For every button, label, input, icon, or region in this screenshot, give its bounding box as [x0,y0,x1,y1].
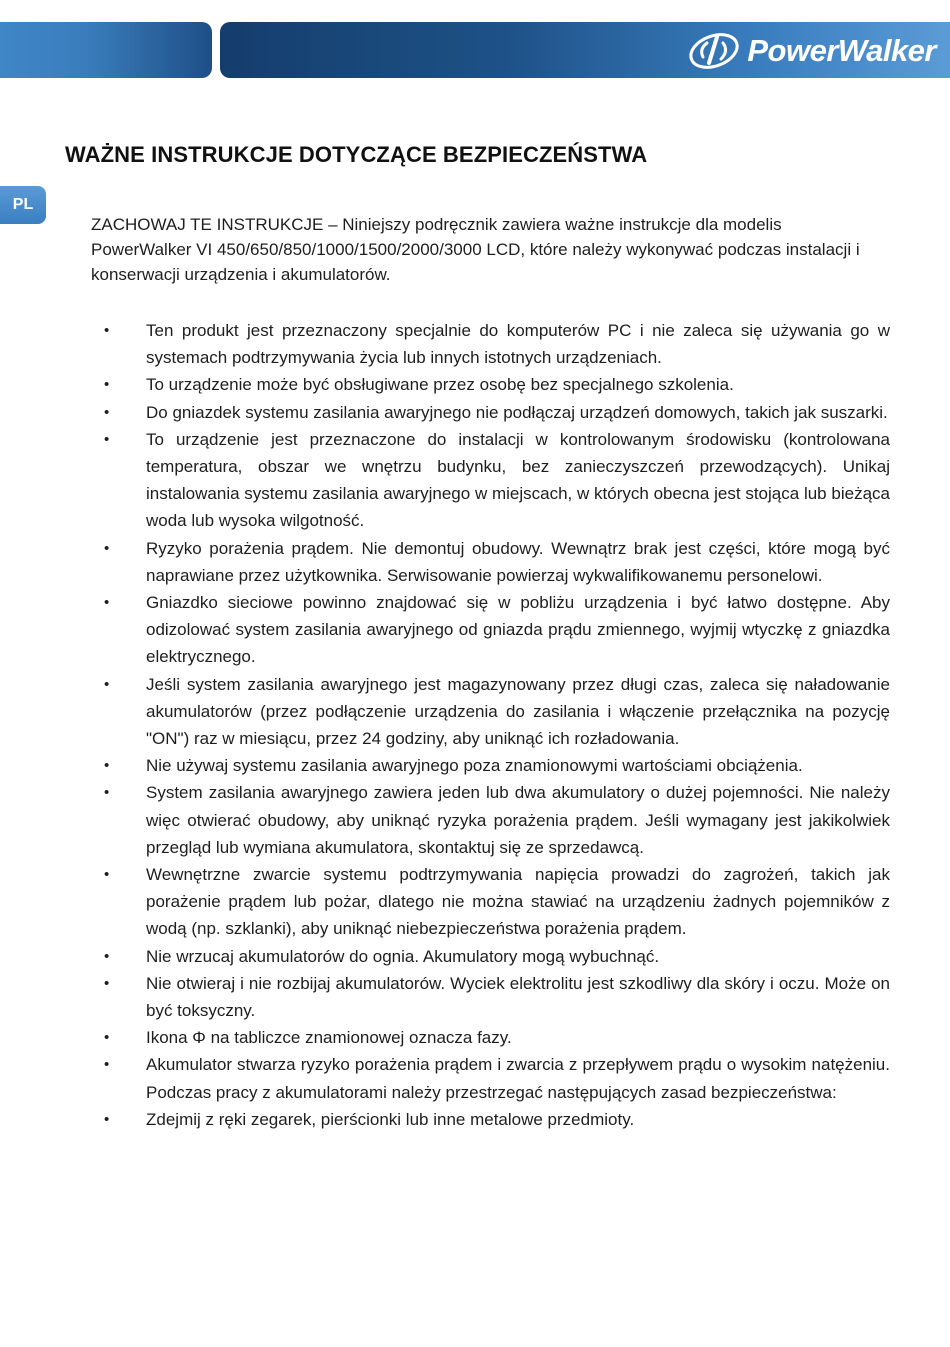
bullet-icon: • [104,403,110,421]
list-item [100,1106,890,1133]
list-item-text: Ryzyko porażenia prądem. Nie demontuj obudowy. Wewnątrz brak jest części, które mogą być naprawiane przez użytkownika. Serwisowanie powierzaj wykwalifikowanemu personelowi. [146,538,890,585]
list-item [100,1024,890,1051]
header-banner [0,22,950,78]
bullet-icon: • [104,1029,110,1047]
bullet-icon: • [104,594,110,612]
bullet-icon: • [104,675,110,693]
list-item-text: System zasilania awaryjnego zawiera jeden lub dwa akumulatory o dużej pojemności. Nie należy więc otwierać obudowy, aby uniknąć ryzyka porażenia prądem. Jeśli wymagany jest jakikolwiek przegląd lub wymiana akumulatora, skontaktuj się ze sprzedawcą. [146,783,890,857]
list-item [100,752,890,779]
brand-name: PowerWalker [747,33,936,68]
powerwalker-logo [687,30,936,72]
list-item [100,970,890,1024]
list-item-text: Ten produkt jest przeznaczony specjalnie do komputerów PC i nie zaleca się używania go w systemach podtrzymywania życia lub innych istotnych urządzeniach. [146,321,890,368]
list-item [100,779,890,861]
list-item-text: Jeśli system zasilania awaryjnego jest magazynowany przez długi czas, zaleca się naładowanie akumulatorów (przez podłączenie urządzenia do zasilania i włączenie przełącznika na pozycję "ON") raz w miesiącu, przez 24 godziny, aby uniknąć ich rozładowania. [146,674,890,749]
bullet-icon: • [104,322,110,339]
page-title: WAŻNE INSTRUKCJE DOTYCZĄCE BEZPIECZEŃSTWA [65,142,648,167]
bullet-icon: • [104,784,110,802]
header-left-bar [0,22,212,78]
list-item [100,371,890,398]
list-item-text: Ikona Φ na tabliczce znamionowej oznacza fazy. [146,1028,512,1048]
list-item [100,1051,890,1105]
bullet-icon: • [104,757,110,775]
list-item [100,317,890,371]
list-item-text: Zdejmij z ręki zegarek, pierścionki lub inne metalowe przedmioty. [146,1109,635,1129]
bullet-icon: • [104,376,110,394]
bullet-icon: • [104,1110,110,1128]
header-right-bar [220,22,950,78]
list-item-text: Do gniazdek systemu zasilania awaryjnego nie podłączaj urządzeń domowych, takich jak suszarki. [146,402,888,422]
bullet-icon: • [104,539,110,557]
list-item [100,426,890,535]
bullet-icon: • [104,430,110,448]
intro-paragraph: ZACHOWAJ TE INSTRUKCJE – Niniejszy podręcznik zawiera ważne instrukcje dla modelis PowerWalker VI 450/650/850/1000/1500/2000/3000 LCD, które należy wykonywać podczas instalacji i konserwacji urządzenia i akumulatorów. [91,215,860,284]
list-item-text: Gniazdko sieciowe powinno znajdować się w pobliżu urządzenia i być łatwo dostępne. Aby odizolować system zasilania awaryjnego od gniazda prądu zmiennego, wyjmij wtyczkę z gniazdka elektrycznego. [146,593,890,667]
list-item-text: Nie otwieraj i nie rozbijaj akumulatorów. Wyciek elektrolitu jest szkodliwy dla skóry i oczu. Może on być toksyczny. [146,973,890,1021]
bullet-icon: • [104,866,110,884]
list-item [100,671,890,753]
list-item [100,589,890,671]
list-item-text: Akumulator stwarza ryzyko porażenia prądem i zwarcia z przepływem prądu o wysokim natężeniu. Podczas pracy z akumulatorami należy przestrzegać następujących zasad bezpieczeństwa: [146,1055,890,1102]
list-item [100,535,890,589]
language-tab[interactable]: PL [0,186,46,224]
bullet-icon: • [104,947,110,965]
list-item-text: To urządzenie może być obsługiwane przez osobę bez specjalnego szkolenia. [146,375,734,395]
list-item-text: Nie używaj systemu zasilania awaryjnego poza znamionowymi wartościami obciążenia. [146,756,803,776]
bullet-icon: • [104,1056,110,1074]
list-item [100,943,890,970]
list-item [100,399,890,426]
list-item-text: Nie wrzucaj akumulatorów do ognia. Akumulatory mogą wybuchnąć. [146,946,660,966]
safety-instructions-list [100,317,890,1133]
power-swoosh-icon [687,31,741,71]
list-item [100,861,890,943]
list-item-text: Wewnętrzne zwarcie systemu podtrzymywania napięcia prowadzi do zagrożeń, takich jak porażenie prądem lub pożar, dlatego nie można stawiać na urządzeniu żadnych pojemników z wodą (np. szklanki), aby uniknąć niebezpieczeństwa porażenia prądem. [146,865,890,939]
bullet-icon: • [104,974,110,992]
list-item-text: To urządzenie jest przeznaczone do instalacji w kontrolowanym środowisku (kontrolowana temperatura, obszar we wnętrzu budynku, bez zanieczyszczeń przewodzących). Unikaj instalowania systemu zasilania awaryjnego w miejscach, w których obecna jest stojąca lub bieżąca woda lub wysoka wilgotność. [146,429,890,531]
